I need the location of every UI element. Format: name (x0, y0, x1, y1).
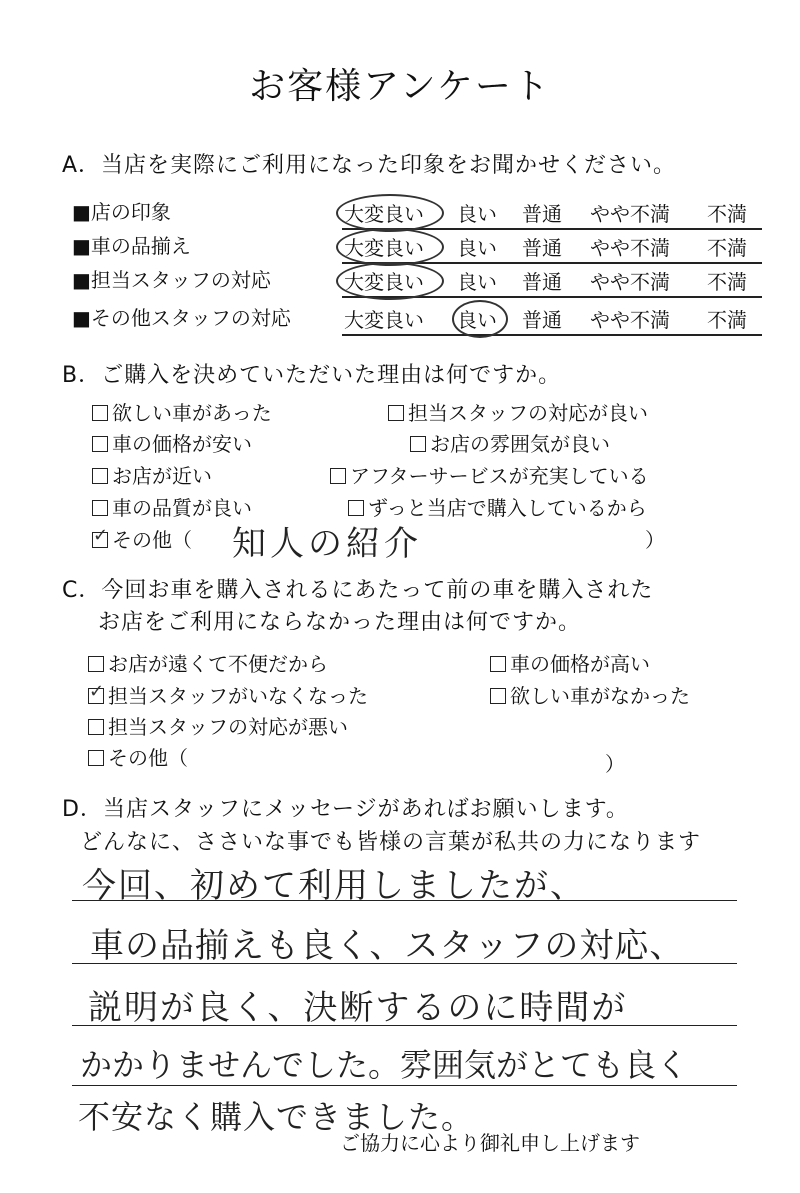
rating-options (342, 304, 762, 336)
checkbox-label: お店が近い (112, 464, 212, 488)
checkbox-c-staff-left[interactable] (88, 680, 368, 709)
checkbox-icon[interactable] (92, 500, 108, 516)
rating-label: ■その他スタッフの対応 (72, 306, 291, 330)
message-line: 説明が良く、決断するのに時間が (88, 988, 628, 1028)
section-d-heading: D．当店スタッフにメッセージがあればお願いします。 (62, 797, 629, 822)
section-b-heading: B．ご購入を決めていただいた理由は何ですか。 (62, 363, 562, 388)
checkbox-label: 車の価格が安い (112, 432, 252, 456)
rating-label: ■担当スタッフの対応 (72, 268, 271, 292)
checkbox-label: 担当スタッフの対応が良い (408, 401, 648, 425)
option-very-good[interactable]: 大変良い (344, 270, 424, 294)
checkbox-label: その他（ (108, 746, 188, 770)
option-normal[interactable]: 普通 (522, 308, 562, 332)
option-somewhat-dissatisfied[interactable]: やや不満 (590, 202, 670, 226)
rating-row-selection (72, 230, 772, 264)
checkbox-b-other[interactable] (92, 524, 192, 553)
rating-label: ■車の品揃え (72, 234, 191, 258)
message-line: 車の品揃えも良く、スタッフの対応、 (90, 926, 685, 966)
checkbox-icon[interactable] (88, 688, 104, 704)
page-title: お客様アンケート (249, 66, 551, 107)
checkbox-b-wanted-car[interactable] (92, 397, 272, 426)
checkbox-b-store-near[interactable] (92, 460, 212, 489)
option-dissatisfied[interactable]: 不満 (707, 270, 747, 294)
checkbox-icon[interactable] (88, 656, 104, 672)
option-dissatisfied[interactable]: 不満 (707, 308, 747, 332)
checkbox-icon[interactable] (88, 719, 104, 735)
option-dissatisfied[interactable]: 不満 (707, 202, 747, 226)
checkbox-icon[interactable] (92, 436, 108, 452)
checkbox-label: お店が遠くて不便だから (108, 652, 328, 676)
option-dissatisfied[interactable]: 不満 (707, 236, 747, 260)
option-very-good[interactable]: 大変良い (344, 236, 424, 260)
checkbox-c-other[interactable] (88, 742, 188, 771)
checkbox-b-price-cheap[interactable] (92, 428, 252, 457)
option-somewhat-dissatisfied[interactable]: やや不満 (590, 236, 670, 260)
option-good[interactable]: 良い (457, 308, 497, 332)
checkbox-icon[interactable] (92, 405, 108, 421)
checkbox-label: その他（ (112, 528, 192, 552)
checkbox-b-quality[interactable] (92, 492, 252, 521)
checkbox-icon[interactable] (410, 436, 426, 452)
rating-label: ■店の印象 (72, 200, 171, 224)
rating-options (342, 232, 762, 264)
rating-options (342, 198, 762, 230)
checkbox-icon[interactable] (490, 656, 506, 672)
checkbox-label: 欲しい車がなかった (510, 684, 690, 708)
section-a-heading: A．当店を実際にご利用になった印象をお聞かせください。 (62, 153, 677, 178)
section-c-heading: C．今回お車を購入されるにあたって前の車を購入された (62, 578, 654, 603)
checkbox-icon[interactable] (88, 750, 104, 766)
option-somewhat-dissatisfied[interactable]: やや不満 (590, 308, 670, 332)
option-normal[interactable]: 普通 (522, 202, 562, 226)
checkbox-label: 担当スタッフがいなくなった (108, 684, 368, 708)
rating-row-store (72, 196, 772, 230)
section-d-subheading: どんなに、ささいな事でも皆様の言葉が私共の力になります (80, 830, 702, 855)
option-good[interactable]: 良い (457, 202, 497, 226)
option-very-good[interactable]: 大変良い (344, 202, 424, 226)
message-line: かかりませんでした。雰囲気がとても良く (80, 1046, 689, 1084)
rating-row-staff (72, 264, 772, 298)
checkbox-label: 担当スタッフの対応が悪い (108, 715, 348, 739)
checkbox-b-staff-good[interactable] (388, 397, 648, 426)
checkbox-label: お店の雰囲気が良い (430, 432, 610, 456)
checkbox-label: 車の品質が良い (112, 496, 252, 520)
rating-row-other-staff (72, 302, 772, 336)
option-somewhat-dissatisfied[interactable]: やや不満 (590, 270, 670, 294)
checkbox-label: 欲しい車があった (112, 401, 272, 425)
checkbox-label: ずっと当店で購入しているから (368, 496, 647, 520)
checkbox-c-staff-bad[interactable] (88, 711, 348, 740)
checkbox-icon[interactable] (92, 532, 108, 548)
checkbox-c-price-high[interactable] (490, 648, 650, 677)
selection-circle (336, 194, 444, 232)
option-normal[interactable]: 普通 (522, 236, 562, 260)
message-line: 今回、初めて利用しましたが、 (82, 866, 586, 906)
option-normal[interactable]: 普通 (522, 270, 562, 294)
selection-circle (336, 228, 444, 266)
checkbox-label: アフターサービスが充実している (350, 464, 649, 488)
selection-circle (452, 300, 508, 338)
checkbox-label: 車の価格が高い (510, 652, 650, 676)
checkbox-icon[interactable] (330, 468, 346, 484)
option-very-good[interactable]: 大変良い (344, 308, 424, 332)
checkbox-c-no-car[interactable] (490, 680, 690, 709)
checkbox-c-far[interactable] (88, 648, 328, 677)
checkbox-icon[interactable] (490, 688, 506, 704)
paren-close: ） (645, 528, 665, 552)
footer-thanks: ご協力に心より御礼申し上げます (340, 1131, 640, 1155)
checkbox-icon[interactable] (388, 405, 404, 421)
checkbox-icon[interactable] (92, 468, 108, 484)
message-line: 不安なく購入できました。 (78, 1098, 475, 1136)
paren-close: ） (605, 752, 625, 776)
option-good[interactable]: 良い (457, 270, 497, 294)
selection-circle (336, 262, 444, 300)
option-good[interactable]: 良い (457, 236, 497, 260)
checkbox-b-after-service[interactable] (330, 460, 649, 489)
handwritten-other-reason: 知人の紹介 (232, 524, 422, 564)
section-c-heading-2: お店をご利用にならなかった理由は何ですか。 (98, 610, 582, 635)
checkbox-icon[interactable] (348, 500, 364, 516)
rating-options (342, 266, 762, 298)
checkbox-b-atmosphere[interactable] (410, 428, 610, 457)
